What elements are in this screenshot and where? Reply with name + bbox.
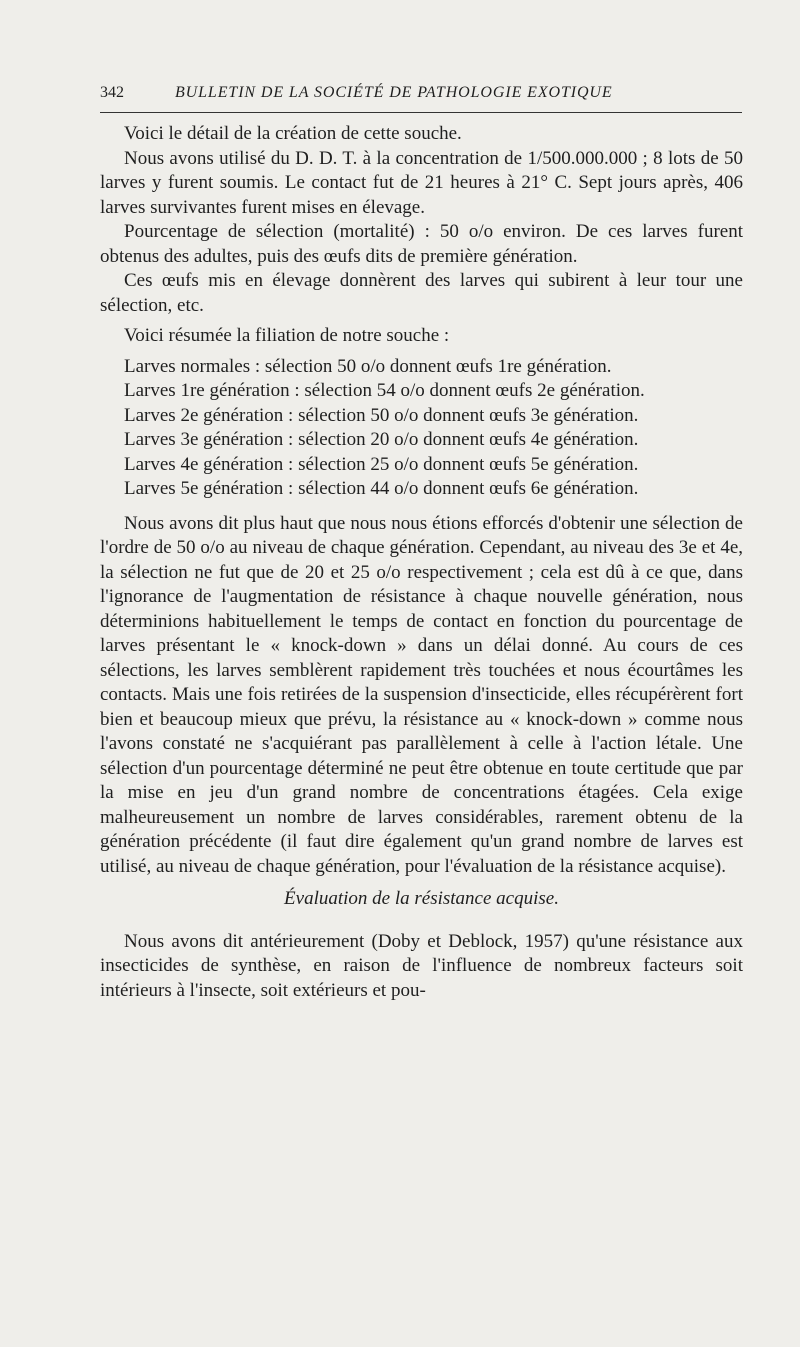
filiation-line-gen3: Larves 3e génération : sélection 20 o/o donnent œufs 4e génération. bbox=[124, 429, 639, 450]
paragraph-intro: Voici le détail de la création de cette souche. bbox=[124, 123, 462, 144]
filiation-line-gen2: Larves 2e génération : sélection 50 o/o donnent œufs 3e génération. bbox=[124, 404, 639, 426]
paragraph-resistance: Nous avons dit antérieurement (Doby et Deblock, 1957) qu'une résistance aux insecticides de synthèse, en raison de l'influence de nombreux facteurs soit intérieurs à l'insecte, soit extérieurs et pou- bbox=[100, 930, 743, 1001]
filiation-line-gen4: Larves 4e génération : sélection 25 o/o donnent œufs 5e génération. bbox=[124, 453, 639, 475]
paragraph-filiation-intro: Voici résumée la filiation de notre souche : bbox=[124, 325, 450, 346]
page-body bbox=[100, 122, 743, 1003]
filiation-line-gen1: Larves 1re génération : sélection 54 o/o donnent œufs 2e génération. bbox=[124, 380, 645, 401]
paragraph-selection-discussion: Nous avons dit plus haut que nous nous étions efforcés d'obtenir une sélection de l'ordre de 50 o/o au niveau de chaque génération. Cependant, au niveau des 3e et 4e, la sélection ne fut que de 20 et 25 o/o respectivement ; cela est dû à ce que, dans l'ignorance de l'augmentation de résistance à chaque nouvelle génération, nous déterminions habituellement le temps de contact en fonction du pourcentage de larves présentant le « knock-down » dans un délai donné. Au cours de ces sélections, les larves semblèrent rapidement très touchées et nous écourtâmes les contacts. Mais une fois retirées de la suspension d'insecticide, elles récupérèrent fort bien et beaucoup mieux que prévu, la résistance au « knock-down » comme nous l'avons constaté ne s'acquiérant pas parallèlement à celle à l'action létale. Une sélection d'un pourcentage déterminé ne peut être obtenue en toute certitude que par la mise en jeu d'un grand nombre de concentrations étagées. Cela exige malheureusement un nombre de larves considérables, rarement obtenu de la génération précédente (il faut dire également qu'un grand nombre de larves est utilisé, au niveau de chaque génération, pour l'évaluation de la résistance acquise). bbox=[100, 512, 743, 877]
paragraph-eggs: Ces œufs mis en élevage donnèrent des larves qui subirent à leur tour une sélection, etc. bbox=[100, 270, 743, 316]
filiation-line-gen5: Larves 5e génération : sélection 44 o/o donnent œufs 6e génération. bbox=[124, 478, 639, 499]
paragraph-selection-percentage: Pourcentage de sélection (mortalité) : 50 o/o environ. De ces larves furent obtenus des adultes, puis des œufs dits de première génération. bbox=[100, 221, 743, 267]
paragraph-ddt-method: Nous avons utilisé du D. D. T. à la concentration de 1/500.000.000 ; 8 lots de 50 larves y furent soumis. Le contact fut de 21 heures à 21° C. Sept jours après, 406 larves survivantes furent mises en élevage. bbox=[100, 147, 743, 218]
header-rule bbox=[100, 112, 742, 113]
section-subheading: Évaluation de la résistance acquise. bbox=[284, 888, 559, 909]
filiation-line-normal: Larves normales : sélection 50 o/o donnent œufs 1re génération. bbox=[124, 355, 612, 377]
page-number: 342 bbox=[100, 84, 124, 101]
journal-title: BULLETIN DE LA SOCIÉTÉ DE PATHOLOGIE EXOTIQUE bbox=[175, 84, 613, 101]
